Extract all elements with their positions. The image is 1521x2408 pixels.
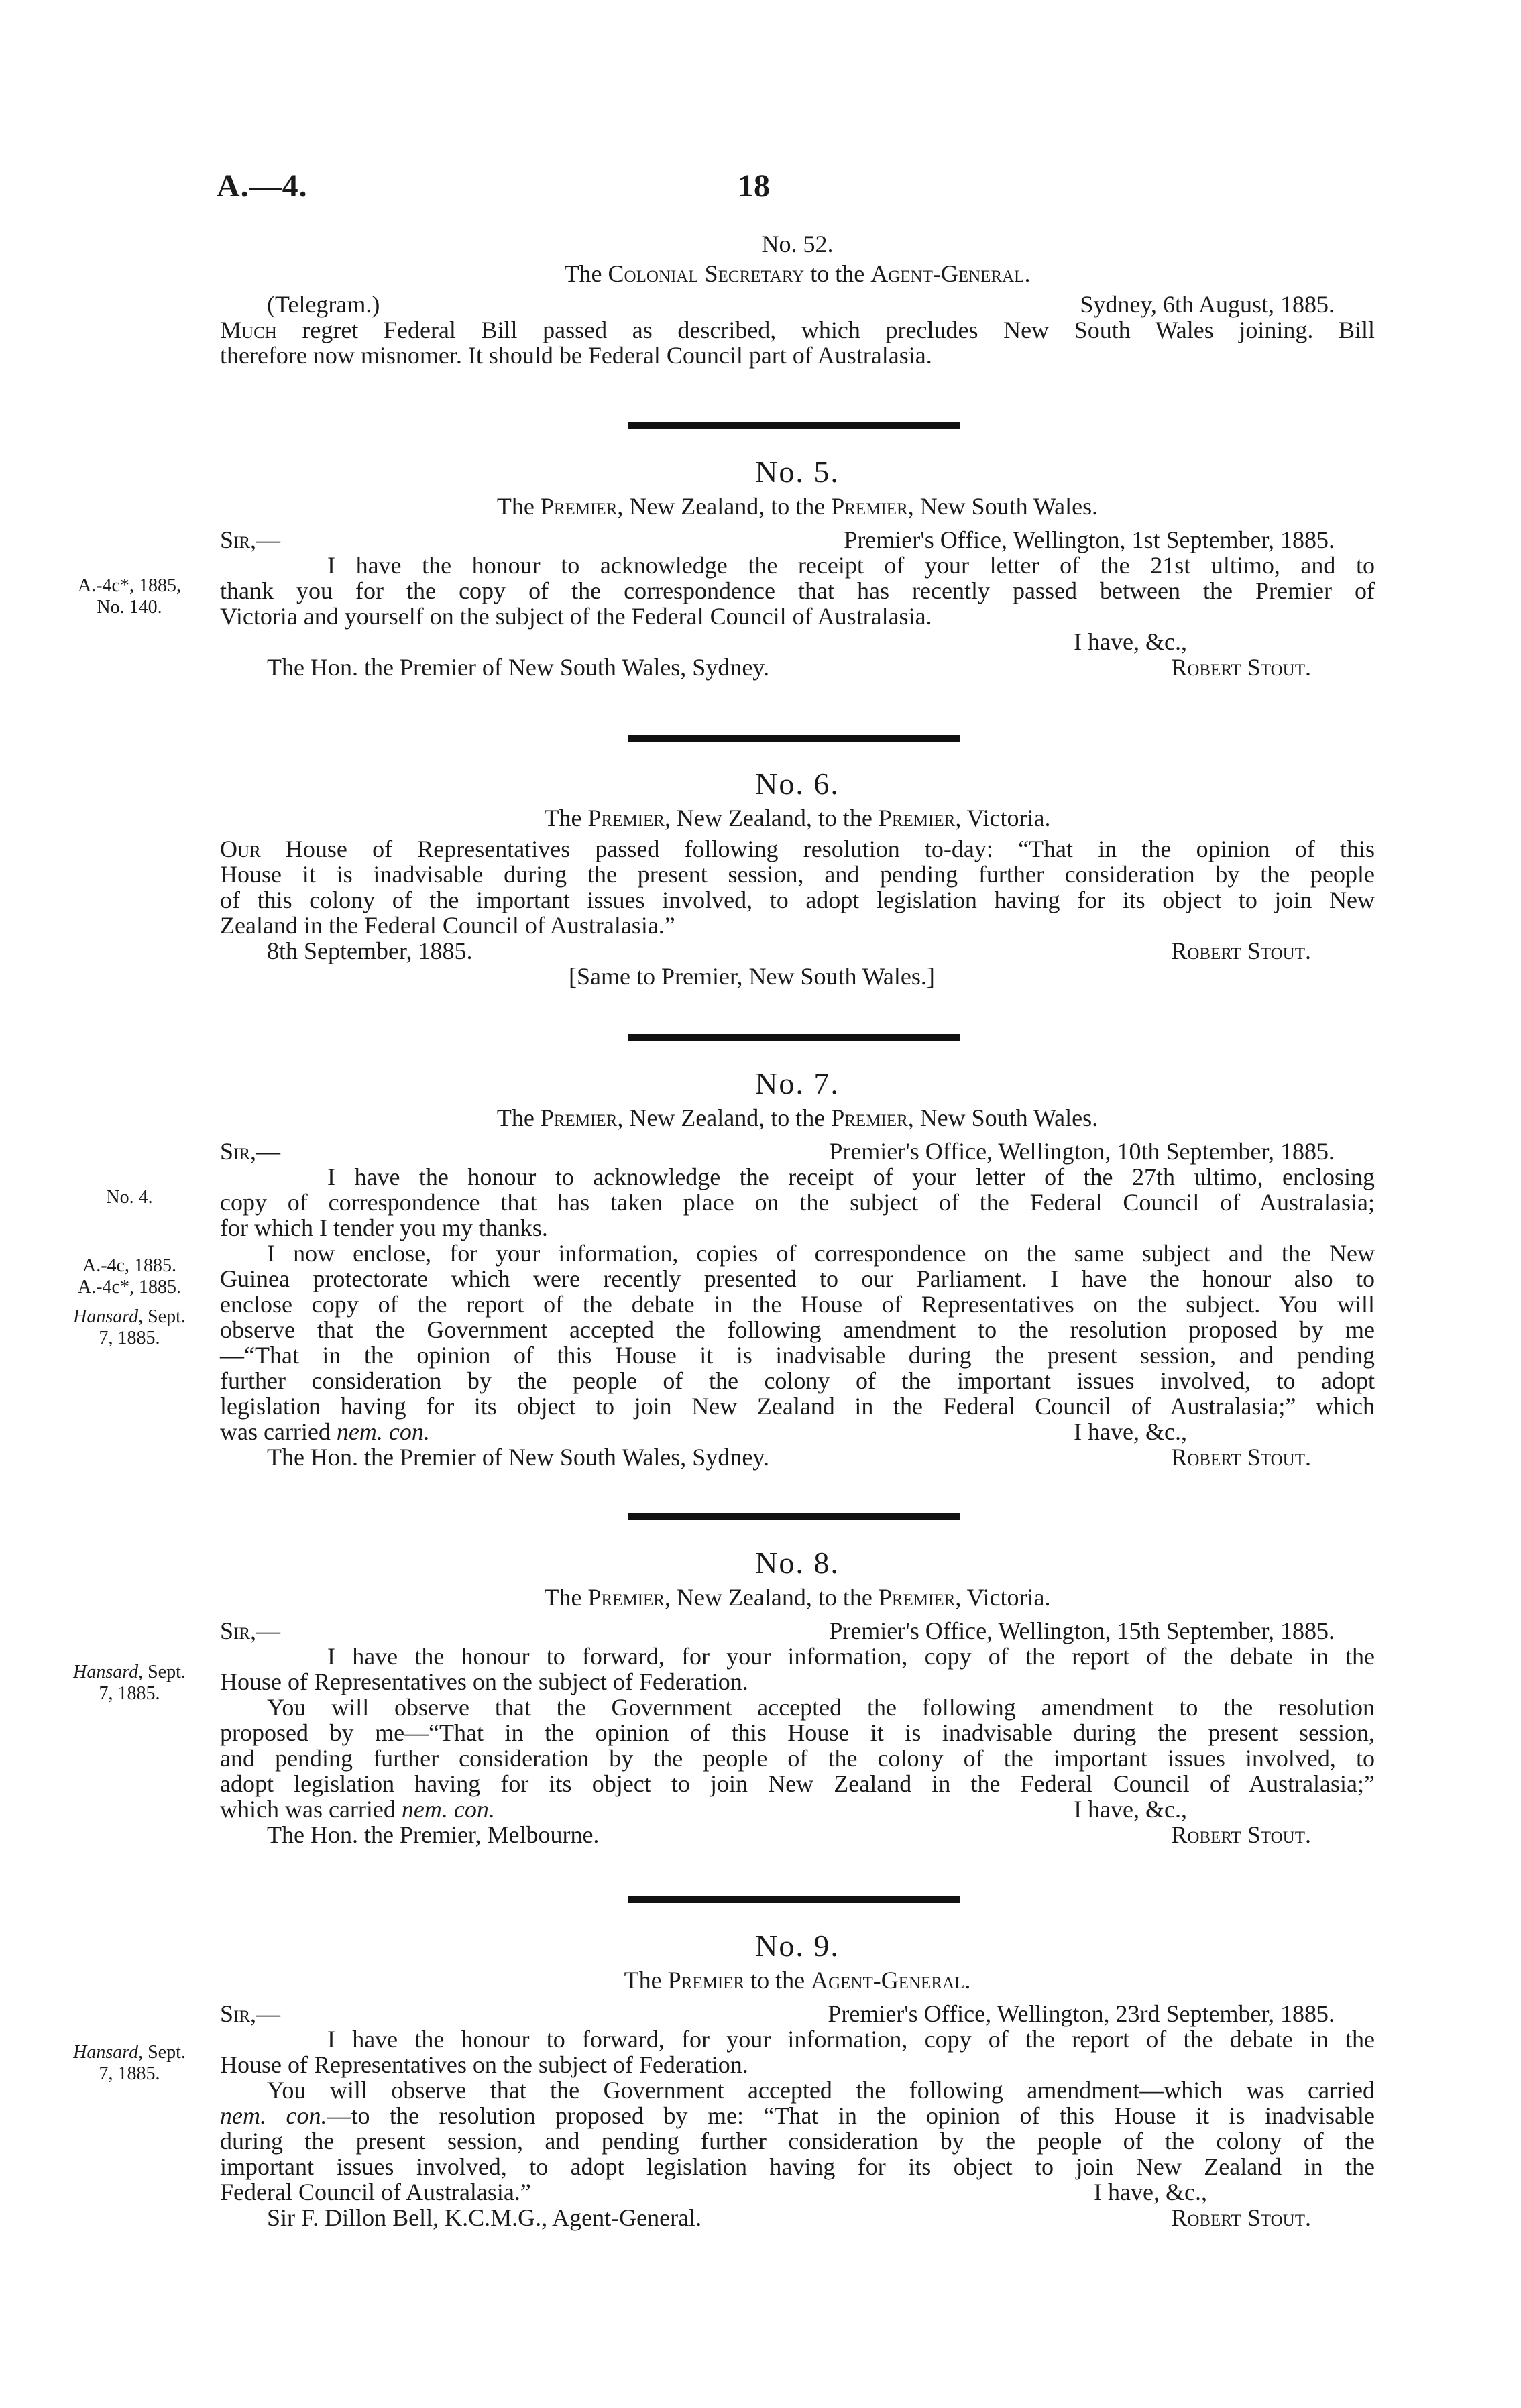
margin-note: No. 4. xyxy=(106,1187,153,1208)
title-prefix: The xyxy=(496,1104,541,1131)
margin-line xyxy=(46,2042,213,2063)
letter-title xyxy=(220,805,1375,831)
title-prefix: The xyxy=(624,1967,668,1994)
place-date: Premier's Office, Wellington, 10th September, 1885. xyxy=(829,1138,1335,1165)
letter-number: No. 5. xyxy=(755,455,840,489)
closing: I have, &c., xyxy=(1074,1418,1187,1445)
letter-number: No. 9. xyxy=(755,1929,840,1963)
salutation-line xyxy=(220,527,1375,553)
title-middle: , New Zealand, to the xyxy=(617,493,832,520)
body-line: I now enclose, for your information, copies of correspondence on the same subject and the New xyxy=(267,1240,1375,1267)
margin-note xyxy=(46,1306,213,1349)
last-line xyxy=(220,2179,1375,2205)
letter-number: No. 8. xyxy=(755,1546,840,1580)
section-divider xyxy=(628,1896,960,1903)
body-line xyxy=(220,836,1375,862)
margin-line: No. 140. xyxy=(97,597,162,618)
nem-con: nem. con. xyxy=(336,1418,430,1445)
body-line: for which I tender you my thanks. xyxy=(220,1214,548,1241)
salutation: Sir,— xyxy=(220,1138,281,1165)
line-rest: House of Representatives passed following resolution to-day: “That in the opinion of this xyxy=(260,836,1375,862)
hansard: Hansard xyxy=(73,1306,139,1327)
letter-no-8 xyxy=(220,1546,1375,1847)
margin-note xyxy=(46,1255,213,1298)
margin-line xyxy=(46,1662,213,1683)
body-line xyxy=(220,317,1375,343)
addressee-line xyxy=(220,2205,1375,2230)
addressee: The Hon. the Premier of New South Wales, Sydney. xyxy=(267,654,769,681)
title-to: Agent-General xyxy=(870,260,1025,287)
place-date: Premier's Office, Wellington, 1st September, 1885. xyxy=(844,526,1335,553)
body-line: proposed by me—“That in the opinion of this House it is inadvisable during the present session, xyxy=(220,1719,1375,1746)
margin-line xyxy=(46,1306,213,1328)
section-divider xyxy=(628,422,960,429)
closing: I have, &c., xyxy=(1074,1796,1187,1823)
body-line: I have the honour to forward, for your information, copy of the report of the debate in the xyxy=(327,2026,1375,2053)
body-line: observe that the Government accepted the following amendment to the resolution proposed by me xyxy=(220,1316,1375,1343)
letter-no-5 xyxy=(220,455,1375,680)
title-prefix: The xyxy=(564,260,608,287)
body-line: You will observe that the Government accepted the following amendment to the resolution xyxy=(267,1694,1375,1721)
body-line: enclose copy of the report of the debate in the House of Representatives on the subject. You will xyxy=(220,1291,1375,1318)
margin-rest: , Sept. xyxy=(138,2042,186,2063)
signature: Robert Stout. xyxy=(1171,1821,1311,1848)
salutation: Sir,— xyxy=(220,1617,281,1644)
title-from: Premier xyxy=(667,1967,745,1994)
title-middle: to the xyxy=(804,260,871,287)
body-line: —“That in the opinion of this House it is inadvisable during the present session, and pending xyxy=(220,1342,1375,1369)
last-line-text: Federal Council of Australasia.” xyxy=(220,2179,531,2205)
signature: Robert Stout. xyxy=(1171,2204,1311,2231)
signature: Robert Stout. xyxy=(1171,937,1311,964)
page-number: 18 xyxy=(738,168,770,204)
body-line: further consideration by the people of the colony of the important issues involved, to adopt xyxy=(220,1367,1375,1394)
margin-line: A.-4c*, 1885, xyxy=(78,575,181,596)
date: 8th September, 1885. xyxy=(267,937,473,964)
margin-note xyxy=(46,1662,213,1705)
margin-note xyxy=(46,2042,213,2085)
letter-number: No. 7. xyxy=(755,1066,840,1100)
body-line: legislation having for its object to join New Zealand in the Federal Council of Australasia;” which xyxy=(220,1393,1375,1420)
title-middle: to the xyxy=(744,1967,811,1994)
body-line: I have the honour to forward, for your information, copy of the report of the debate in the xyxy=(327,1643,1375,1670)
letter-title xyxy=(220,1585,1375,1610)
closing: I have, &c., xyxy=(1094,2179,1207,2205)
margin-note xyxy=(46,575,213,618)
hansard: Hansard xyxy=(73,2042,139,2063)
body-line: of this colony of the important issues involved, to adopt legislation having for its object to join New xyxy=(220,886,1375,913)
title-from: Premier xyxy=(587,1584,665,1611)
letter-title xyxy=(220,261,1375,286)
last-line-prefix: which was carried xyxy=(220,1796,402,1823)
last-line xyxy=(220,1419,1375,1444)
body-line: I have the honour to acknowledge the receipt of your letter of the 27th ultimo, enclosing xyxy=(327,1163,1375,1190)
margin-line: A.-4c, 1885. xyxy=(82,1255,176,1276)
addressee: The Hon. the Premier of New South Wales, Sydney. xyxy=(267,1444,769,1471)
body-line: You will observe that the Government accepted the following amendment—which was carried xyxy=(267,2077,1375,2104)
section-divider xyxy=(628,1513,960,1520)
body-line: Zealand in the Federal Council of Australasia.” xyxy=(220,912,675,939)
title-to: Premier xyxy=(878,805,956,832)
body-line: Victoria and yourself on the subject of the Federal Council of Australasia. xyxy=(220,603,932,630)
title-to: Premier xyxy=(831,1104,908,1131)
page-reference: A.—4. xyxy=(217,168,308,204)
body-line: during the present session, and pending further consideration by the people of the colony of the xyxy=(220,2128,1375,2155)
title-middle: , New Zealand, to the xyxy=(664,805,879,832)
body-line: therefore now misnomer. It should be Federal Council part of Australasia. xyxy=(220,342,932,369)
title-from: Premier xyxy=(540,493,618,520)
title-to: Premier xyxy=(831,493,908,520)
last-line-prefix: was carried xyxy=(220,1418,337,1445)
title-prefix: The xyxy=(544,1584,588,1611)
body-line: Guinea protectorate which were recently presented to our Parliament. I have the honour also to xyxy=(220,1265,1375,1292)
salutation-line xyxy=(220,2001,1375,2026)
body-line: House of Representatives on the subject of Federation. xyxy=(220,1668,748,1695)
title-suffix: , New South Wales. xyxy=(907,493,1098,520)
title-to: Agent-General xyxy=(811,1967,965,1994)
hansard: Hansard xyxy=(73,1662,139,1682)
title-middle: , New Zealand, to the xyxy=(617,1104,832,1131)
title-suffix: , New South Wales. xyxy=(907,1104,1098,1131)
signature: Robert Stout. xyxy=(1171,654,1311,681)
margin-line: A.-4c*, 1885. xyxy=(78,1277,181,1298)
salutation-line xyxy=(220,1618,1375,1644)
letter-title xyxy=(220,494,1375,519)
margin-line: 7, 1885. xyxy=(99,1683,160,1704)
line-rest: regret Federal Bill passed as described, which precludes New South Wales joining. Bill xyxy=(276,317,1375,343)
margin-line: 7, 1885. xyxy=(99,1328,160,1349)
closing: I have, &c., xyxy=(1074,628,1187,655)
addressee: Sir F. Dillon Bell, K.C.M.G., Agent-General. xyxy=(267,2204,702,2231)
body-line: House it is inadvisable during the present session, and pending further consideration by the people xyxy=(220,861,1375,888)
nem-con: nem. con. xyxy=(401,1796,495,1823)
letter-number: No. 52. xyxy=(761,231,834,257)
section-divider xyxy=(628,1034,960,1041)
title-suffix: , Victoria. xyxy=(955,805,1051,832)
title-from: Premier xyxy=(540,1104,618,1131)
margin-rest: , Sept. xyxy=(138,1306,186,1327)
telegram-label: (Telegram.) xyxy=(267,291,380,318)
salutation: Sir,— xyxy=(220,526,281,553)
title-from: Premier xyxy=(587,805,665,832)
addressee: The Hon. the Premier, Melbourne. xyxy=(267,1821,600,1848)
title-prefix: The xyxy=(544,805,588,832)
body-line: important issues involved, to adopt legislation having for its object to join New Zealand in the xyxy=(220,2153,1375,2180)
addressee-line xyxy=(220,1822,1375,1847)
signature: Robert Stout. xyxy=(1171,1444,1311,1471)
lead-word: Our xyxy=(220,836,261,862)
body-line: and pending further consideration by the people of the colony of the important issues involved, to xyxy=(220,1745,1375,1772)
date-line xyxy=(220,938,1375,964)
place-date: Sydney, 6th August, 1885. xyxy=(1080,291,1335,318)
line-rest: —to the resolution proposed by me: “That in the opinion of this House it is inadvisable xyxy=(327,2102,1375,2129)
last-line-text xyxy=(220,1419,430,1444)
title-suffix: , Victoria. xyxy=(955,1584,1051,1611)
body-line: I have the honour to acknowledge the receipt of your letter of the 21st ultimo, and to xyxy=(327,552,1375,579)
title-suffix: . xyxy=(1024,260,1031,287)
letter-no-6 xyxy=(220,766,1375,989)
letter-title xyxy=(220,1105,1375,1131)
title-from: Colonial Secretary xyxy=(608,260,805,287)
letter-no-9 xyxy=(220,1929,1375,2230)
body-line: thank you for the copy of the correspondence that has recently passed between the Premier of xyxy=(220,577,1375,604)
place-date: Premier's Office, Wellington, 15th September, 1885. xyxy=(829,1617,1335,1644)
margin-rest: , Sept. xyxy=(138,1662,186,1682)
lead-word: Much xyxy=(220,317,277,343)
letter-number: No. 6. xyxy=(755,766,840,801)
last-line xyxy=(220,1796,1375,1822)
letter-title xyxy=(220,1967,1375,1993)
note: [Same to Premier, New South Wales.] xyxy=(569,963,935,990)
letter-no-52 xyxy=(220,231,1375,368)
addressee-line xyxy=(220,654,1375,680)
title-prefix: The xyxy=(496,493,541,520)
body-line: copy of correspondence that has taken place on the subject of the Federal Council of Australasia; xyxy=(220,1189,1375,1216)
title-to: Premier xyxy=(878,1584,956,1611)
section-divider xyxy=(628,735,960,742)
body-line: adopt legislation having for its object to join New Zealand in the Federal Council of Australasia;” xyxy=(220,1770,1375,1797)
place-date: Premier's Office, Wellington, 23rd September, 1885. xyxy=(828,2000,1335,2027)
last-line-text xyxy=(220,1796,495,1822)
addressee-line xyxy=(220,1444,1375,1470)
salutation-line xyxy=(220,1139,1375,1164)
body-line: House of Representatives on the subject of Federation. xyxy=(220,2051,748,2078)
letter-no-7 xyxy=(220,1066,1375,1470)
salutation: Sir,— xyxy=(220,2000,281,2027)
telegram-line xyxy=(220,292,1375,317)
title-middle: , New Zealand, to the xyxy=(664,1584,879,1611)
body-line xyxy=(220,2103,1375,2128)
title-suffix: . xyxy=(964,1967,971,1994)
margin-line: 7, 1885. xyxy=(99,2063,160,2084)
nem-con: nem. con. xyxy=(220,2102,327,2129)
